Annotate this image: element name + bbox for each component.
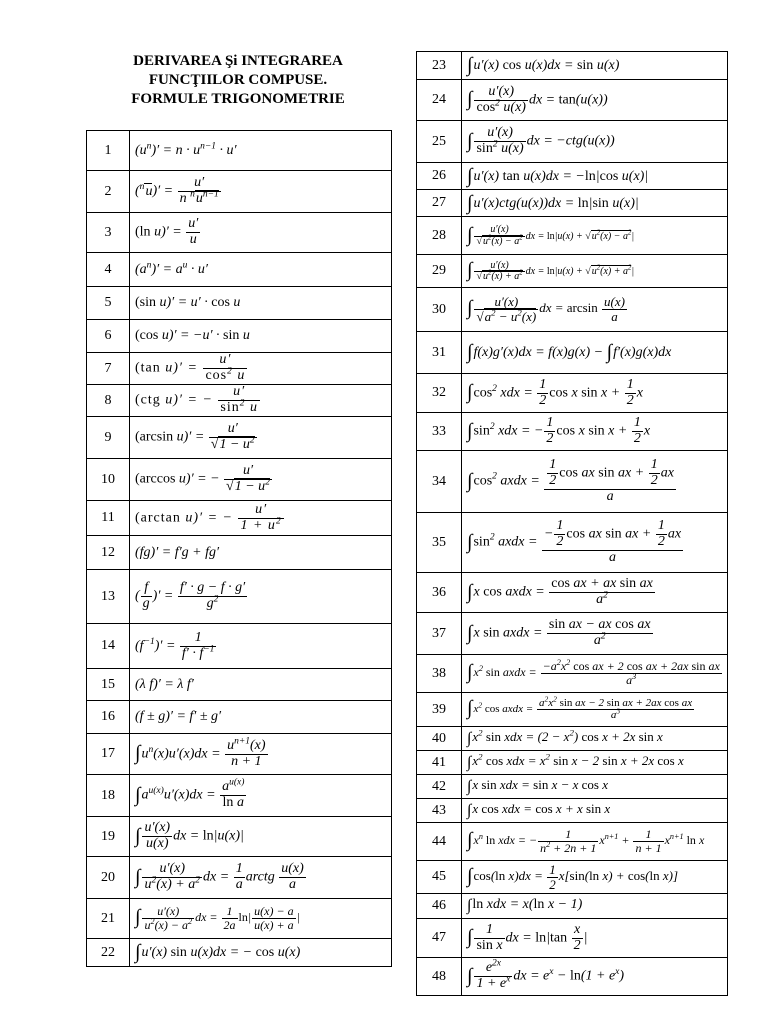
formula-row [417, 727, 728, 751]
formula: ∫x sin xdx = sin x − x cos x [462, 775, 728, 799]
formula: ∫ln xdx = x(ln x − 1) [462, 894, 728, 919]
formula: (tan u)′ = $\frac{u'}{\cos^2 u}$ [130, 353, 392, 385]
formula-number: 29 [417, 255, 462, 288]
formula-row [87, 253, 392, 287]
formula: $\int\cos^2$ axdx = $\frac{1}{2}$ cos ax sin ax + $\frac{1}{2}$ ax a [462, 451, 728, 513]
formula: ∫u′(x) tan u(x)dx = −ln|cos u(x)| [462, 163, 728, 190]
formula-row [417, 374, 728, 413]
formula-row [417, 775, 728, 799]
integral-formula-table [416, 51, 728, 996]
formula-number: 24 [417, 80, 462, 121]
formula-number: 28 [417, 217, 462, 255]
formula-row [87, 669, 392, 701]
formula: $(a^n)' = a^u \cdot u'$ [130, 253, 392, 287]
formula-number: 30 [417, 288, 462, 332]
formula: ∫ $\frac{u'(x)}{\sin^2 u(x)}$ dx = −ctg(u(x)) [462, 121, 728, 163]
formula-row [87, 817, 392, 857]
formula-number: 23 [417, 52, 462, 80]
formula: $\int a^{u(x)}u'(x)dx$ = $\frac{a^{u(x)}}{\text{ln a}}$ [130, 775, 392, 817]
formula-row [87, 501, 392, 536]
formula-row [87, 775, 392, 817]
formula-number: 2 [87, 171, 130, 213]
formula-number: 33 [417, 413, 462, 451]
formula: ∫ $\frac{u'(x)}{√u^2(x) - a^2}$ dx = $\ln|u(x) + √u^2(x) - a^2|$ [462, 217, 728, 255]
formula: (ln u)′ = $\frac{u'}{u}$ [130, 213, 392, 253]
formula-number: 48 [417, 958, 462, 996]
formula-row [417, 513, 728, 573]
formula-row [87, 213, 392, 253]
formula-row [417, 255, 728, 288]
formula-number: 41 [417, 751, 462, 775]
formula-number: 21 [87, 899, 130, 939]
formula: (cos u)′ = −u′ · sin u [130, 320, 392, 353]
formula: $\int\cos^2$ xdx = $\frac{1}{2}$ cos x sin x + $\frac{1}{2}$ x [462, 374, 728, 413]
formula-number: 38 [417, 655, 462, 693]
formula-number: 15 [87, 669, 130, 701]
formula: ($^n$u)′ = u′ n $^nu^{n-1}$ [130, 171, 392, 213]
formula-row [417, 163, 728, 190]
formula-number: 42 [417, 775, 462, 799]
formula: $(u^n)' = n \cdot u^{n-1} \cdot u'$ [130, 131, 392, 171]
page-title [85, 52, 391, 109]
formula: ∫ $\frac{1}{\text{sin x}}$ dx = ln|tan $\frac{x}{2}$ | [462, 919, 728, 958]
title-line-1: DERIVAREA Şi INTEGRAREA [133, 53, 343, 69]
formula-row [417, 613, 728, 655]
formula-row [87, 287, 392, 320]
formula-number: 16 [87, 701, 130, 734]
formula: $\int u^n(x)u'(x)dx$ = $\frac{u^{n+1}(x)}{n + 1}$ [130, 734, 392, 775]
formula-number: 12 [87, 536, 130, 570]
formula: ∫u′(x)ctg(u(x))dx = ln|sin u(x)| [462, 190, 728, 217]
formula-number: 35 [417, 513, 462, 573]
formula-number: 7 [87, 353, 130, 385]
formula-number: 17 [87, 734, 130, 775]
formula: ∫x cos axdx = $\frac{\text{cos ax + ax sin ax}}{a^2}$ [462, 573, 728, 613]
formula-number: 11 [87, 501, 130, 536]
formula: $\int\sin^2$ xdx = − $\frac{1}{2}$ cos x sin x + $\frac{1}{2}$ x [462, 413, 728, 451]
formula: ∫u′(x) cos u(x)dx = sin u(x) [462, 52, 728, 80]
formula-number: 8 [87, 385, 130, 417]
formula: (sin u)′ = u′ · cos u [130, 287, 392, 320]
formula-row [417, 693, 728, 727]
formula: ∫x cos xdx = cos x + x sin x [462, 799, 728, 823]
formula: ∫ $\frac{e^{2x}}{1 + e^x}$ dx = $e^x - \ln(1 + e^x)$ [462, 958, 728, 996]
formula-row [87, 131, 392, 171]
formula-number: 14 [87, 624, 130, 669]
formula-number: 26 [417, 163, 462, 190]
formula: $\int x^2$ sin xdx = $(2 - x^2)$ cos x + 2x sin x [462, 727, 728, 751]
formula-row [87, 417, 392, 459]
formula: ∫ $\frac{u'(x)}{\cos^2 u(x)}$ dx = tan(u(x)) [462, 80, 728, 121]
formula: ∫cos(ln x)dx = $\frac{1}{2}$ x[sin(ln x) + cos(ln x)] [462, 861, 728, 894]
formula-number: 27 [417, 190, 462, 217]
formula-number: 22 [87, 939, 130, 967]
formula-row [417, 52, 728, 80]
formula: (λ f)′ = λ f′ [130, 669, 392, 701]
formula-row [87, 701, 392, 734]
formula: $\int x^2$ cos axdx = $\frac{a^2x^2 \sin ax - 2 \sin ax + 2ax \cos ax}{a^3}$ [462, 693, 728, 727]
formula-row [417, 80, 728, 121]
formula-row [417, 413, 728, 451]
formula-row [87, 899, 392, 939]
formula-row [87, 857, 392, 899]
formula-number: 9 [87, 417, 130, 459]
formula: (ctg u)′ = − $\frac{u'}{\sin^2 u}$ [130, 385, 392, 417]
formula: ( $\frac{f}{g}$ )′ = $\frac{f' \cdot g - f \cdot g'}{g^2}$ [130, 570, 392, 624]
formula-number: 20 [87, 857, 130, 899]
formula-number: 5 [87, 287, 130, 320]
formula: $\int x^n$ ln xdx = − $\frac{1}{n^2 + 2n + 1}$ $x^{n+1}$ + $\frac{1}{n + 1}$ $x^{n+1}$ ln x [462, 823, 728, 861]
formula-number: 19 [87, 817, 130, 857]
formula-number: 32 [417, 374, 462, 413]
formula-row [87, 320, 392, 353]
formula-row [417, 861, 728, 894]
formula-row [417, 573, 728, 613]
derivative-formula-table [86, 130, 392, 967]
formula-row [417, 451, 728, 513]
title-line-2: FUNCŢIILOR COMPUSE. [148, 72, 328, 88]
formula: $\int x^2$ cos xdx = $x^2$ sin x − 2 sin x + 2x cos x [462, 751, 728, 775]
formula-number: 37 [417, 613, 462, 655]
formula: ∫ $\frac{u'(x)}{u(x)}$ dx = ln|u(x)| [130, 817, 392, 857]
formula: (fg)′ = f′g + fg′ [130, 536, 392, 570]
formula-row [417, 823, 728, 861]
formula-row [417, 217, 728, 255]
formula-row [417, 958, 728, 996]
formula-row [417, 332, 728, 374]
formula-row [87, 570, 392, 624]
formula-number: 39 [417, 693, 462, 727]
formula: ∫ $\frac{u'(x)}{u^2(x) - a^2}$ dx = $\frac{1}{2a}$ ln| $\frac{u(x) - a}{u(x) + a}$ | [130, 899, 392, 939]
formula-row [417, 919, 728, 958]
formula-number: 43 [417, 799, 462, 823]
formula-row [417, 121, 728, 163]
formula: $(f^{-1})'$ = $\frac{1}{f' \cdot f^{-1}}$ [130, 624, 392, 669]
formula-row [417, 190, 728, 217]
formula-number: 44 [417, 823, 462, 861]
formula-row [417, 751, 728, 775]
formula-row [417, 655, 728, 693]
formula-row [417, 799, 728, 823]
formula: ∫x sin axdx = $\frac{\text{sin ax − ax cos ax}}{a^2}$ [462, 613, 728, 655]
formula: (f ± g)′ = f′ ± g′ [130, 701, 392, 734]
formula: $\int\sin^2$ axdx = − $\frac{1}{2}$ cos ax sin ax + $\frac{1}{2}$ ax a [462, 513, 728, 573]
formula-number: 36 [417, 573, 462, 613]
formula-number: 47 [417, 919, 462, 958]
formula-row [87, 459, 392, 501]
formula: (arcsin u)′ = $\frac{u'}{√1 - u^2}$ [130, 417, 392, 459]
formula-row [87, 536, 392, 570]
formula-row [87, 939, 392, 967]
formula-number: 31 [417, 332, 462, 374]
formula-number: 10 [87, 459, 130, 501]
formula-row [417, 288, 728, 332]
formula: ∫ $\frac{u'(x)}{√a^2 - u^2(x)}$ dx = arcsin $\frac{u(x)}{a}$ [462, 288, 728, 332]
formula-number: 6 [87, 320, 130, 353]
formula-number: 13 [87, 570, 130, 624]
formula: (arccos u)′ = − $\frac{u'}{√1 - u^2}$ [130, 459, 392, 501]
formula: (arctan u)′ = − $\frac{u'}{1 + u^2}$ [130, 501, 392, 536]
formula-row [417, 894, 728, 919]
formula-number: 1 [87, 131, 130, 171]
formula-row [87, 171, 392, 213]
formula-number: 46 [417, 894, 462, 919]
formula-number: 34 [417, 451, 462, 513]
formula-row [87, 734, 392, 775]
formula-number: 25 [417, 121, 462, 163]
formula-number: 4 [87, 253, 130, 287]
formula-row [87, 624, 392, 669]
formula-number: 45 [417, 861, 462, 894]
formula: ∫f(x)g′(x)dx = f(x)g(x) − ∫f′(x)g(x)dx [462, 332, 728, 374]
formula: ∫ $\frac{u'(x)}{u^2(x) + a^2}$ dx = $\frac{1}{a}$ arctg $\frac{u(x)}{a}$ [130, 857, 392, 899]
formula-row [87, 385, 392, 417]
formula-number: 3 [87, 213, 130, 253]
formula: ∫ $\frac{u'(x)}{√u^2(x) + a^2}$ dx = $\ln|u(x) + √u^2(x) + a^2|$ [462, 255, 728, 288]
formula-row [87, 353, 392, 385]
title-line-3: FORMULE TRIGONOMETRIE [131, 91, 345, 107]
formula-number: 18 [87, 775, 130, 817]
formula: ∫u′(x) sin u(x)dx = − cos u(x) [130, 939, 392, 967]
formula-number: 40 [417, 727, 462, 751]
formula: $\int x^2$ sin axdx = $\frac{-a^2x^2 \cos ax + 2 \cos ax + 2ax \sin ax}{a^3}$ [462, 655, 728, 693]
